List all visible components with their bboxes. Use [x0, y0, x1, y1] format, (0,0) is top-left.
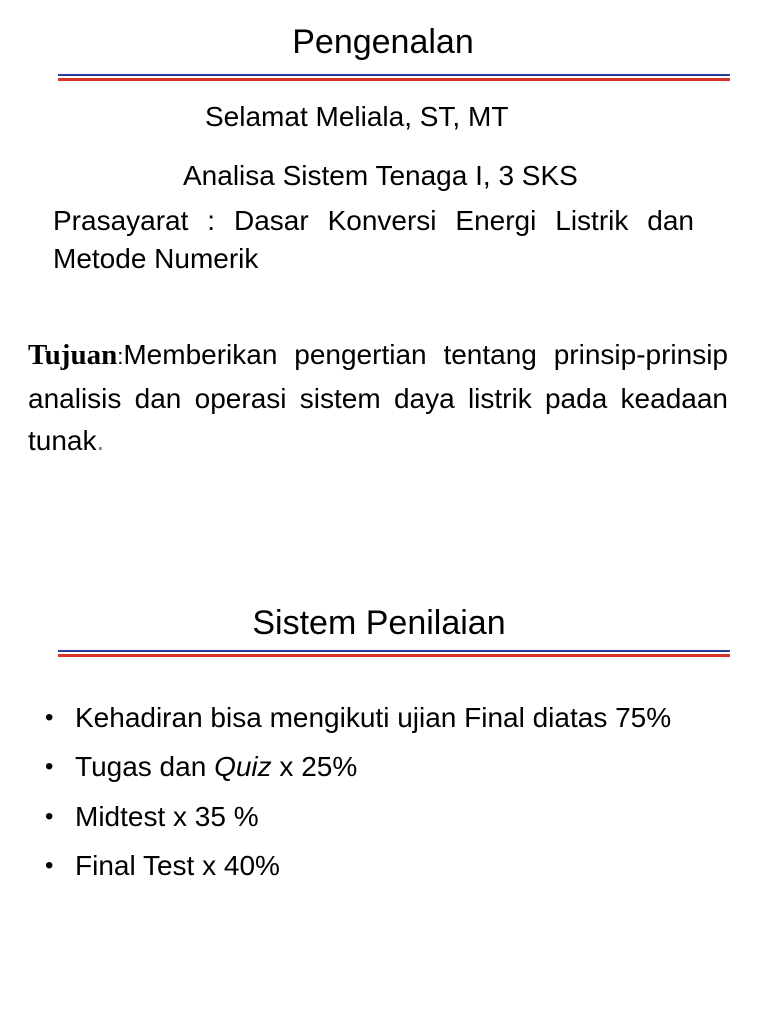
bullet-icon: •	[45, 753, 54, 781]
intro-title: Pengenalan	[292, 23, 474, 61]
divider-blue-line	[58, 650, 730, 652]
list-item-text	[75, 745, 357, 789]
grading-title: Sistem Penilaian	[252, 604, 506, 642]
grading-slide	[0, 512, 768, 1024]
list-item-text: Final Test x 40%	[75, 849, 280, 881]
bullet-icon: •	[45, 802, 54, 830]
goal-period: .	[96, 425, 105, 456]
list-item	[45, 795, 760, 844]
list-item	[45, 844, 760, 893]
divider-red-line	[58, 654, 730, 657]
goal-paragraph	[28, 334, 728, 462]
goal-label: Tujuan	[28, 339, 118, 371]
list-item-text-before: Tugas dan	[75, 751, 215, 783]
bullet-icon: •	[45, 704, 54, 731]
title-divider	[58, 74, 730, 81]
list-item-text: Midtest x 35 %	[75, 800, 259, 832]
author-name: Selamat Meliala, ST, MT	[205, 101, 509, 132]
title-divider	[58, 650, 730, 657]
goal-text: Memberikan pengertian tentang prinsip-prinsip analisis dan operasi sistem daya listrik pada keadaan tunak	[28, 339, 728, 456]
list-item	[45, 696, 760, 745]
goal-colon: :	[117, 344, 124, 369]
list-item-text-after: x 25%	[271, 751, 358, 783]
prerequisite-text: Prasayarat : Dasar Konversi Energi Listrik dan Metode Numerik	[53, 205, 694, 274]
grading-list	[45, 696, 760, 893]
course-info: Analisa Sistem Tenaga I, 3 SKS	[183, 160, 578, 191]
list-item	[45, 745, 760, 794]
quiz-emphasis: Quiz	[214, 751, 272, 783]
divider-red-line	[58, 78, 730, 81]
list-item-text: Kehadiran bisa mengikuti ujian Final diatas 75%	[75, 702, 672, 733]
divider-blue-line	[58, 74, 730, 76]
bullet-icon: •	[45, 851, 54, 879]
